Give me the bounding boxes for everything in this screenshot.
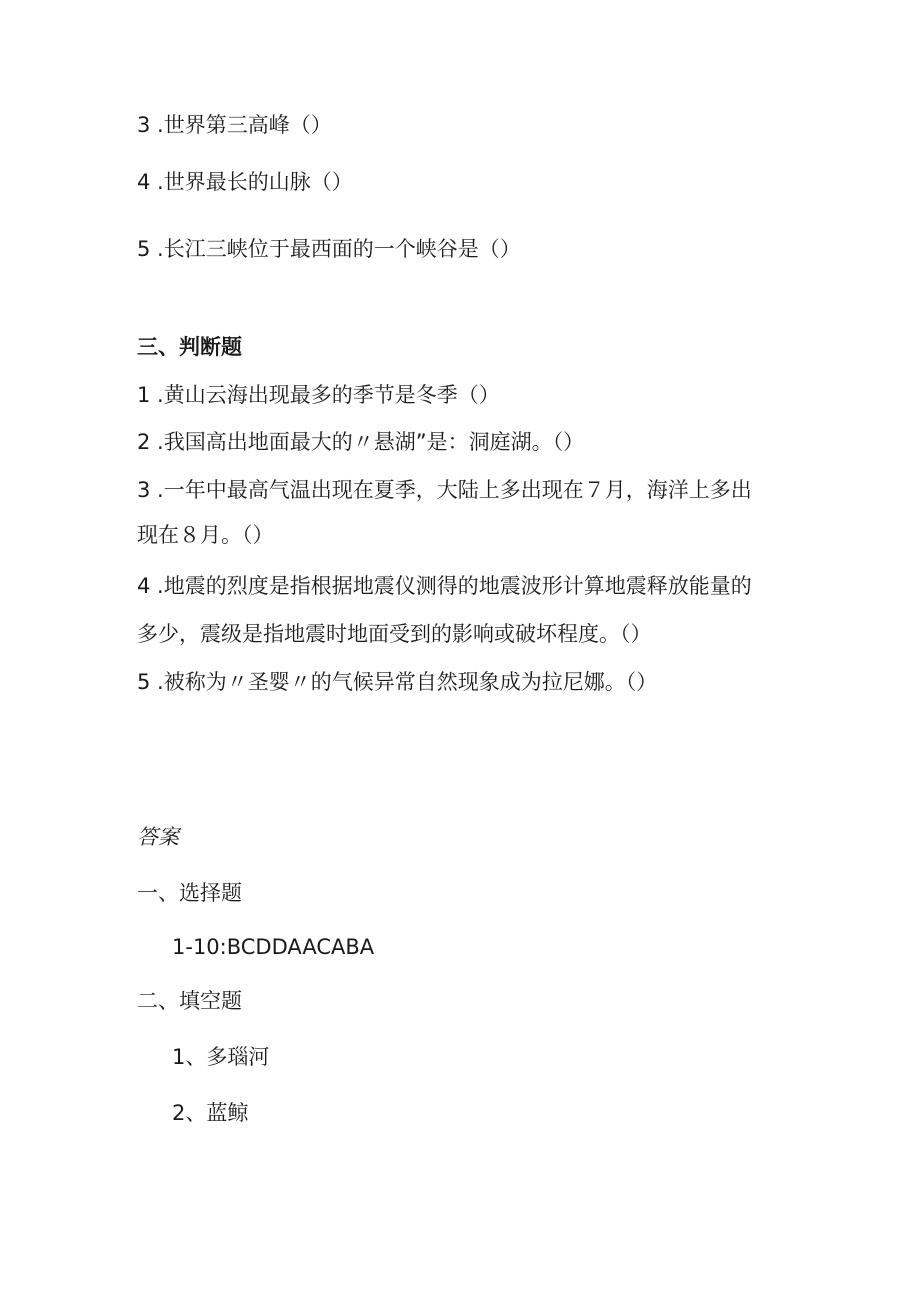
judge-item-4: 4 .地震的烈度是指根据地震仪测得的地震波形计算地震释放能量的: [137, 574, 752, 598]
answers-title: 答案: [137, 825, 179, 849]
judge-item-2: 2 .我国高出地面最大的〃悬湖”是：洞庭湖。（）: [137, 430, 585, 454]
section-three-heading: 三、判断题: [137, 335, 242, 359]
answers-fill-item-1: 1、多瑙河: [172, 1045, 270, 1069]
question-4-fill: 4 .世界最长的山脉（）: [137, 170, 353, 194]
judge-item-4-cont: 多少，震级是指地震时地面受到的影响或破坏程度。（）: [137, 622, 652, 646]
question-3-fill: 3 .世界第三高峰（）: [137, 113, 332, 137]
answers-section-one-heading: 一、选择题: [137, 881, 242, 905]
answers-section-one-answer: 1-10:BCDDAACABA: [172, 935, 375, 959]
answers-section-two-heading: 二、填空题: [137, 989, 242, 1013]
judge-item-3: 3 .一年中最高气温出现在夏季，大陆上多出现在７月，海洋上多出: [137, 478, 752, 502]
answers-fill-item-2: 2、蓝鲸: [172, 1101, 249, 1125]
judge-item-5: 5 .被称为〃圣婴〃的气候异常自然现象成为拉尼娜。（）: [137, 670, 658, 694]
judge-item-3-cont: 现在８月。（）: [137, 523, 274, 547]
judge-item-1: 1 .黄山云海出现最多的季节是冬季（）: [137, 383, 500, 407]
question-5-fill: 5 .长江三峡位于最西面的一个峡谷是（）: [137, 237, 521, 261]
